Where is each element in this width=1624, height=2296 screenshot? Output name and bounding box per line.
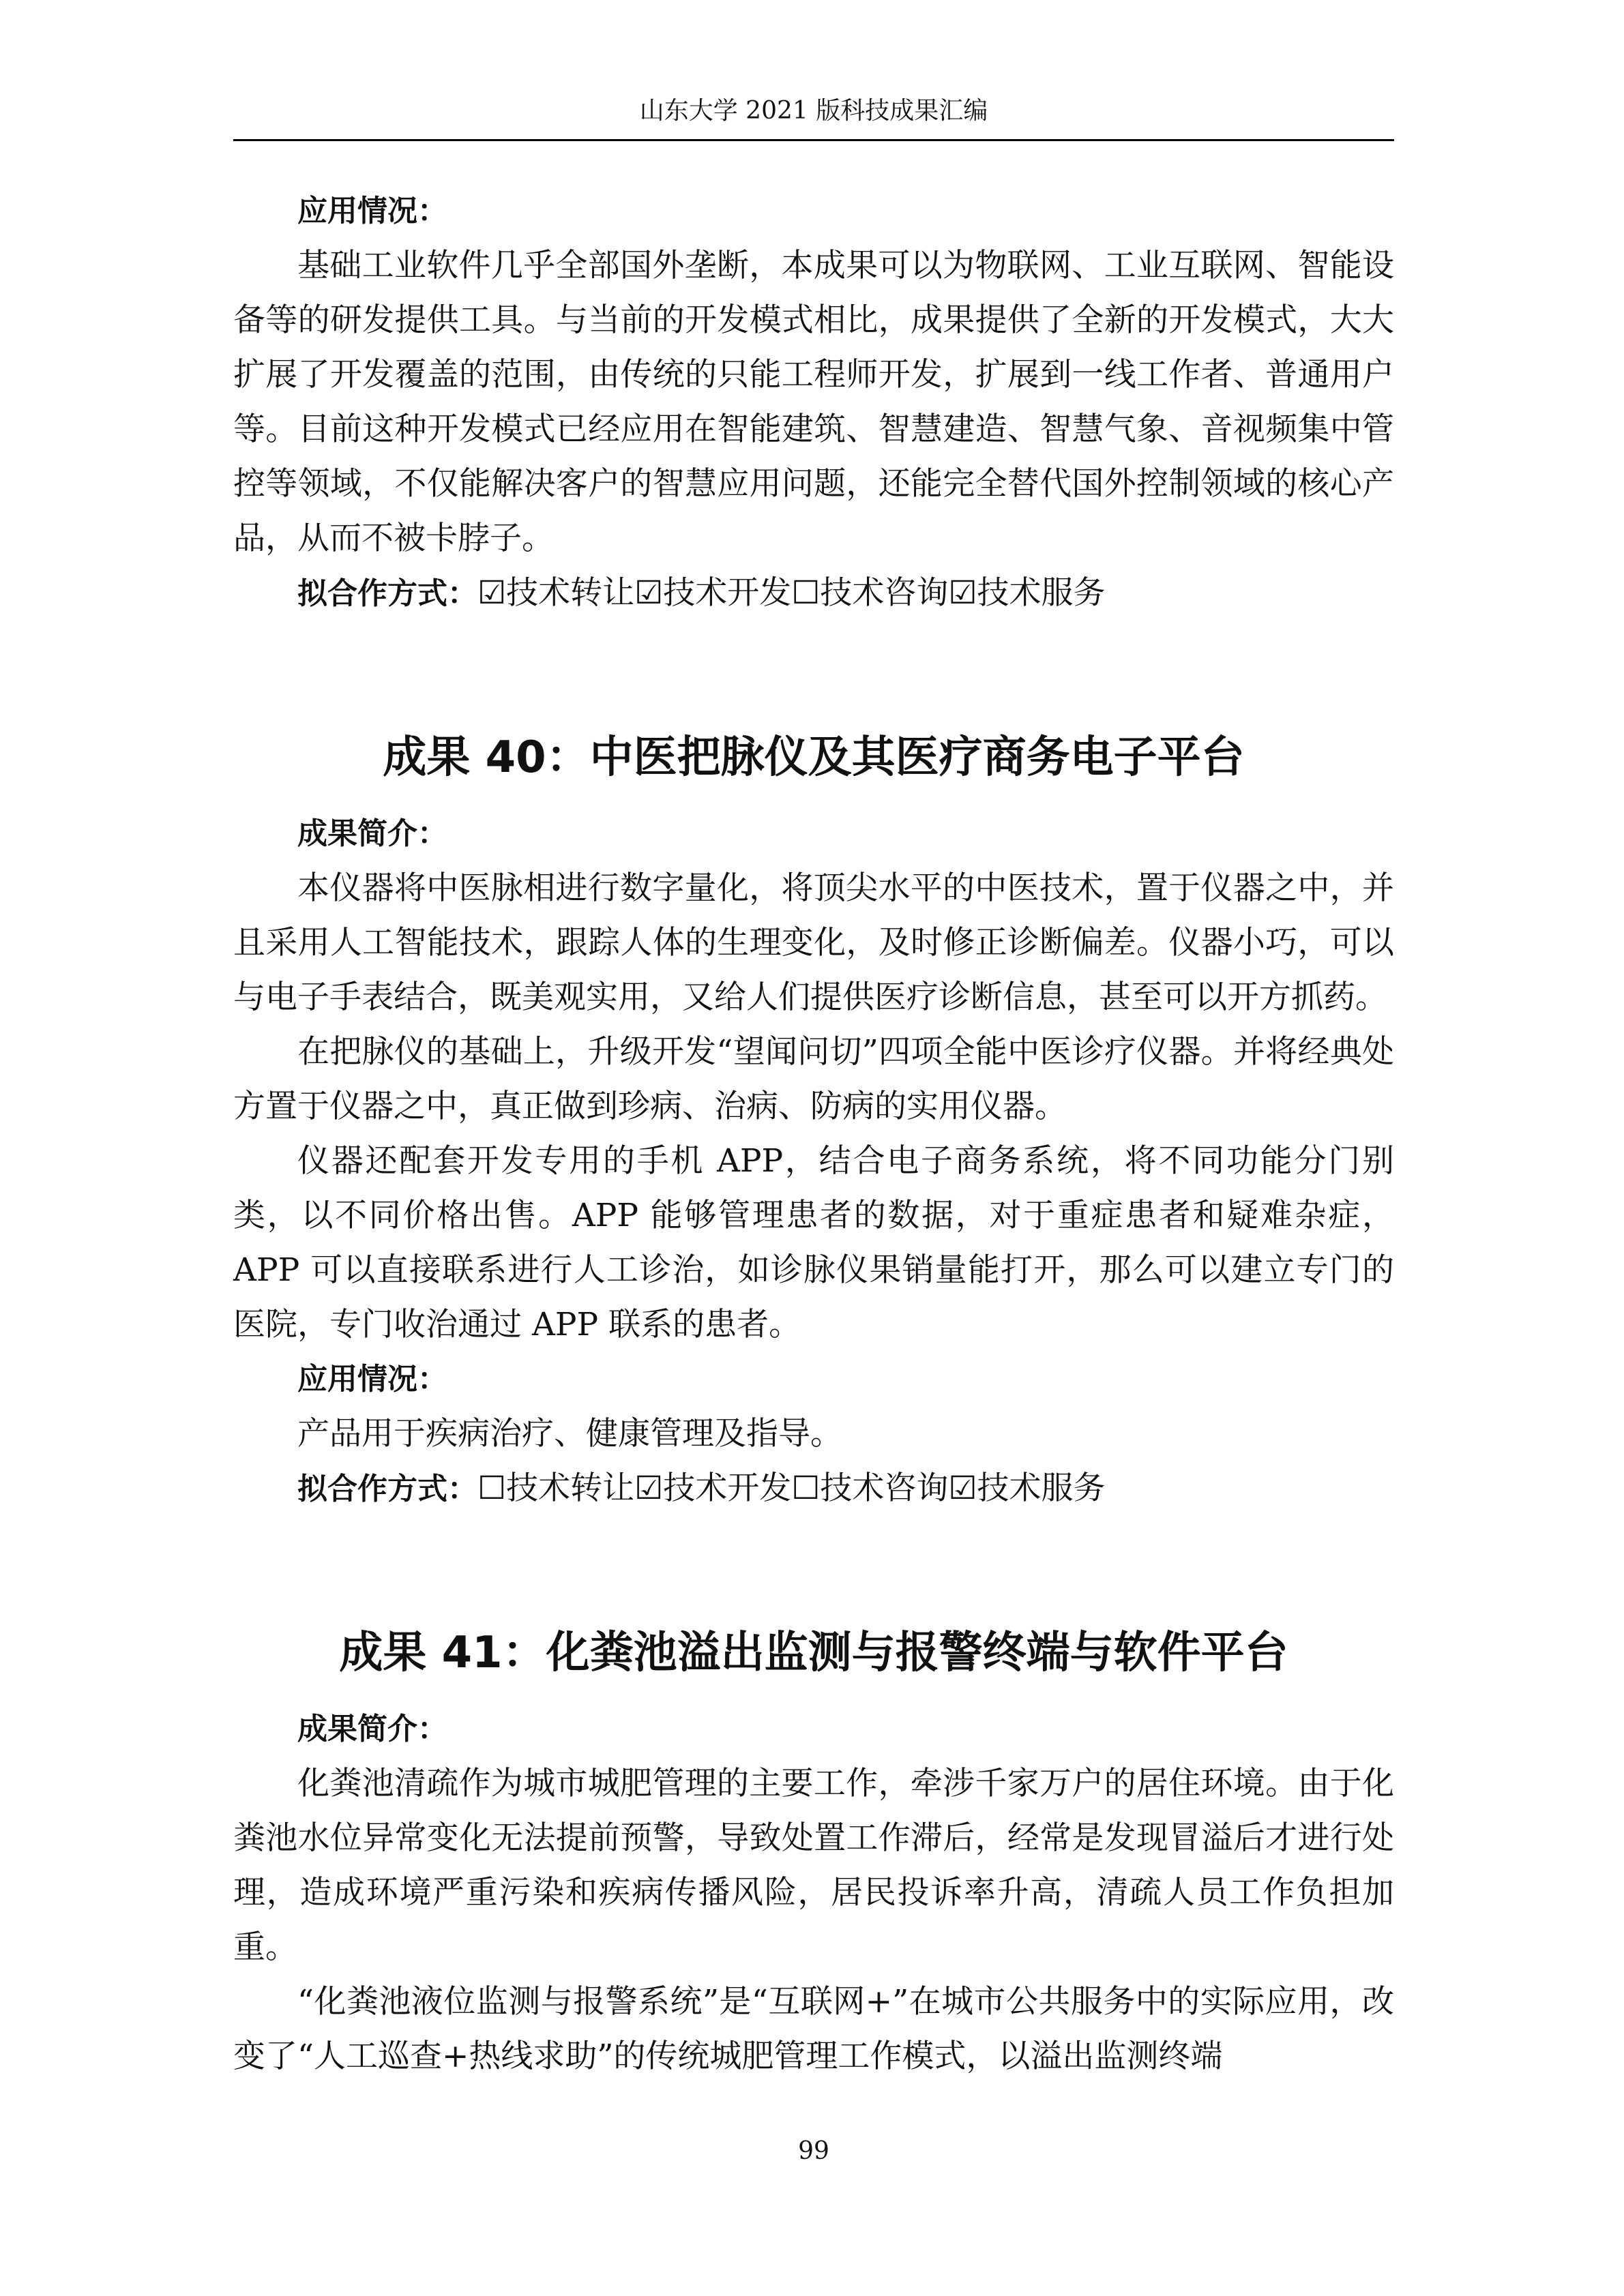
result-40-cooperation-label: 拟合作方式：	[297, 1472, 477, 1506]
result-40-cooperation-options: ☐技术转让☑技术开发☐技术咨询☑技术服务	[477, 1470, 1106, 1507]
prev-cooperation-label: 拟合作方式：	[297, 576, 477, 611]
result-40-application-text: 产品用于疾病治疗、健康管理及指导。	[297, 1415, 842, 1452]
prev-cooperation-options: ☑技术转让☑技术开发☐技术咨询☑技术服务	[477, 574, 1106, 612]
result-41-title: 成果 41：化粪池溢出监测与报警终端与软件平台	[339, 1628, 1288, 1678]
result-40-paragraph: 在把脉仪的基础上，升级开发“望闻问切”四项全能中医诊疗仪器。并将经典处方置于仪器之中，真正做到珍病、治病、防病的实用仪器。	[233, 1033, 1394, 1125]
result-41-paragraph: “化粪池液位监测与报警系统”是“互联网+”在城市公共服务中的实际应用，改变了“人工巡查+热线求助”的传统城肥管理工作模式，以溢出监测终端	[233, 1983, 1394, 2075]
result-40-title: 成果 40：中医把脉仪及其医疗商务电子平台	[383, 732, 1245, 783]
page-header: 山东大学 2021 版科技成果汇编	[639, 97, 988, 125]
prev-application-label: 应用情况：	[297, 194, 447, 228]
result-40-paragraph: 仪器还配套开发专用的手机 APP，结合电子商务系统，将不同功能分门别类，以不同价格出售。APP 能够管理患者的数据，对于重症患者和疑难杂症，APP 可以直接联系进行人工诊治，如诊脉仪果销量能打开，那么可以建立专门的医院，专门收治通过 APP 联系的患者。	[233, 1142, 1394, 1343]
result-41-paragraph: 化粪池清疏作为城市城肥管理的主要工作，牵涉千家万户的居住环境。由于化粪池水位异常变化无法提前预警，导致处置工作滞后，经常是发现冒溢后才进行处理，造成环境严重污染和疾病传播风险，居民投诉率升高，清疏人员工作负担加重。	[233, 1765, 1394, 1966]
result-40-application-label: 应用情况：	[297, 1362, 447, 1397]
result-40-cooperation-line	[233, 1461, 1394, 1517]
prev-application-text: 基础工业软件几乎全部国外垄断，本成果可以为物联网、工业互联网、智能设备等的研发提供工具。与当前的开发模式相比，成果提供了全新的开发模式，大大扩展了开发覆盖的范围，由传统的只能工程师开发，扩展到一线工作者、普通用户等。目前这种开发模式已经应用在智能建筑、智慧建造、智慧气象、音视频集中管控等领域，不仅能解决客户的智慧应用问题，还能完全替代国外控制领域的核心产品，从而不被卡脖子。	[233, 247, 1394, 557]
page-number: 99	[798, 2137, 829, 2165]
header-rule	[233, 139, 1394, 141]
result-40-intro-label: 成果简介：	[297, 816, 447, 851]
result-41-intro-label: 成果简介：	[297, 1712, 447, 1746]
prev-cooperation-line	[233, 566, 1394, 621]
page-content	[233, 184, 1394, 2084]
result-40-paragraph: 本仪器将中医脉相进行数字量化，将顶尖水平的中医技术，置于仪器之中，并且采用人工智能技术，跟踪人体的生理变化，及时修正诊断偏差。仪器小巧，可以与电子手表结合，既美观实用，又给人们提供医疗诊断信息，甚至可以开方抓药。	[233, 869, 1394, 1016]
